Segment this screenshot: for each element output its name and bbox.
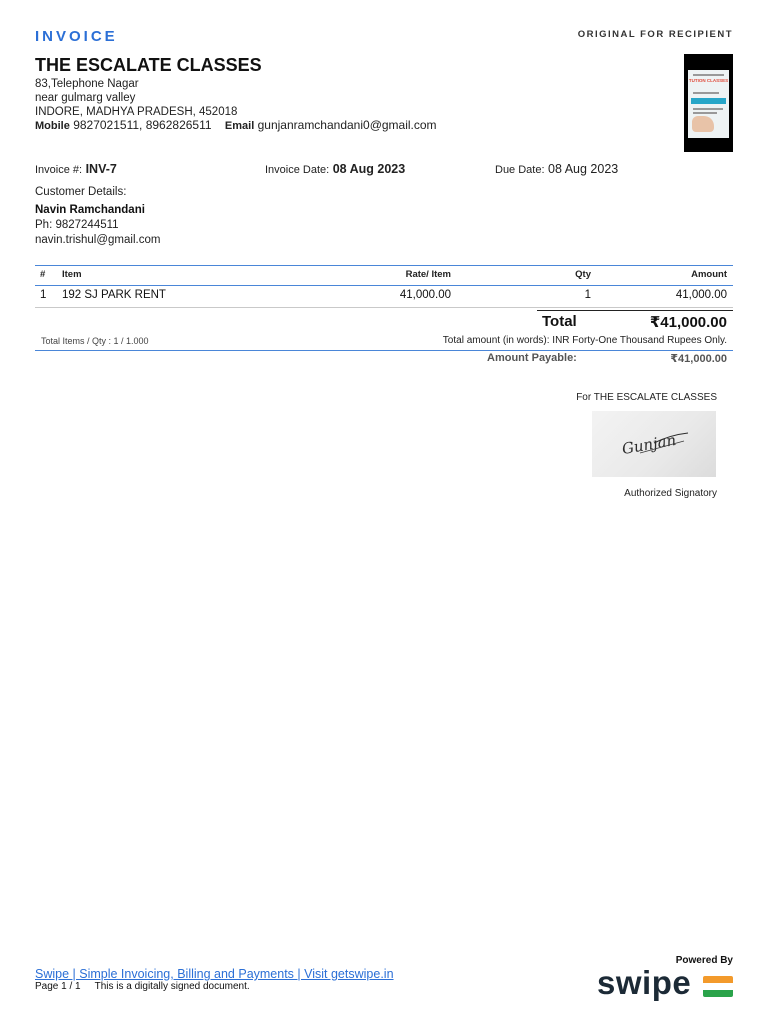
logo-decor [693,108,723,110]
customer-details-label: Customer Details: [35,186,127,198]
header-num: # [40,269,46,280]
row-rate: 41,000.00 [399,289,451,301]
email-value: gunjanramchandani0@gmail.com [257,118,437,132]
table-row-rule [35,307,733,308]
invoice-number-value: INV-7 [85,162,117,176]
mobile-label: Mobile [35,120,70,132]
amount-payable-value: ₹41,000.00 [670,353,727,365]
customer-email: navin.trishul@gmail.com [35,234,161,246]
row-qty: 1 [584,289,591,301]
logo-decor [693,92,719,94]
invoice-date-value: 08 Aug 2023 [332,162,406,176]
logo-decor [693,74,724,76]
due-date [495,162,618,176]
row-num: 1 [40,289,47,301]
customer-phone: Ph: 9827244511 [35,219,119,231]
total-in-words: Total amount (in words): INR Forty-One Thousand Rupees Only. [442,335,727,346]
total-items: Total Items / Qty : 1 / 1.000 [41,336,149,346]
header-item: Item [62,269,82,280]
header-qty: Qty [575,269,591,280]
logo-decor [693,112,717,114]
email-label: Email [224,120,255,132]
signature-image [592,411,716,477]
header-rate: Rate/ Item [405,269,451,280]
row-amount: 41,000.00 [675,289,727,301]
address-line: 83,Telephone Nagar [35,78,139,90]
logo-poster [688,70,729,138]
company-address [35,77,237,119]
table-header-rule [35,285,733,286]
company-logo [684,54,733,152]
header-amount: Amount [691,269,727,280]
logo-decor [691,98,726,104]
flag-saffron-band [703,976,733,983]
address-line: near gulmarg valley [35,92,136,104]
india-flag-icon [703,976,733,997]
logo-title: TUTION CLASSES [688,78,729,83]
logo-decor [692,116,714,132]
totals-bottom-rule [35,350,733,351]
table-top-rule [35,265,733,266]
authorized-signatory-label: Authorized Signatory [624,488,717,499]
address-line: INDORE, MADHYA PRADESH, 452018 [35,106,238,118]
powered-by-label: Powered By [675,955,733,966]
total-value: ₹41,000.00 [649,314,727,331]
invoice-date [265,162,405,176]
copy-label: ORIGINAL FOR RECIPIENT [577,29,733,40]
footer-page-info [35,981,250,992]
company-name: THE ESCALATE CLASSES [35,55,262,75]
signature-scribble: Gunjan [620,430,678,459]
swipe-logo: swipe [597,964,692,1001]
invoice-number-label: Invoice #: [35,164,83,176]
swipe-footer-link[interactable]: Swipe | Simple Invoicing, Billing and Payments | Visit getswipe.in [35,967,394,981]
row-item: 192 SJ PARK RENT [62,289,166,301]
page-number: Page 1 / 1 [35,981,81,992]
customer-name: Navin Ramchandani [35,204,145,216]
invoice-heading: INVOICE [35,28,118,45]
signed-note: This is a digitally signed document. [94,981,250,992]
amount-payable-label: Amount Payable: [487,352,577,364]
due-date-value: 08 Aug 2023 [548,162,619,176]
company-contact [35,118,437,132]
total-rule [537,310,733,311]
invoice-number [35,162,117,176]
total-label: Total [542,313,577,330]
due-date-label: Due Date: [495,164,545,176]
signatory-for: For THE ESCALATE CLASSES [576,392,717,403]
invoice-date-label: Invoice Date: [265,164,330,176]
flag-green-band [703,990,733,997]
mobile-value: 9827021511, 8962826511 [73,118,212,132]
flag-white-band [703,983,733,990]
